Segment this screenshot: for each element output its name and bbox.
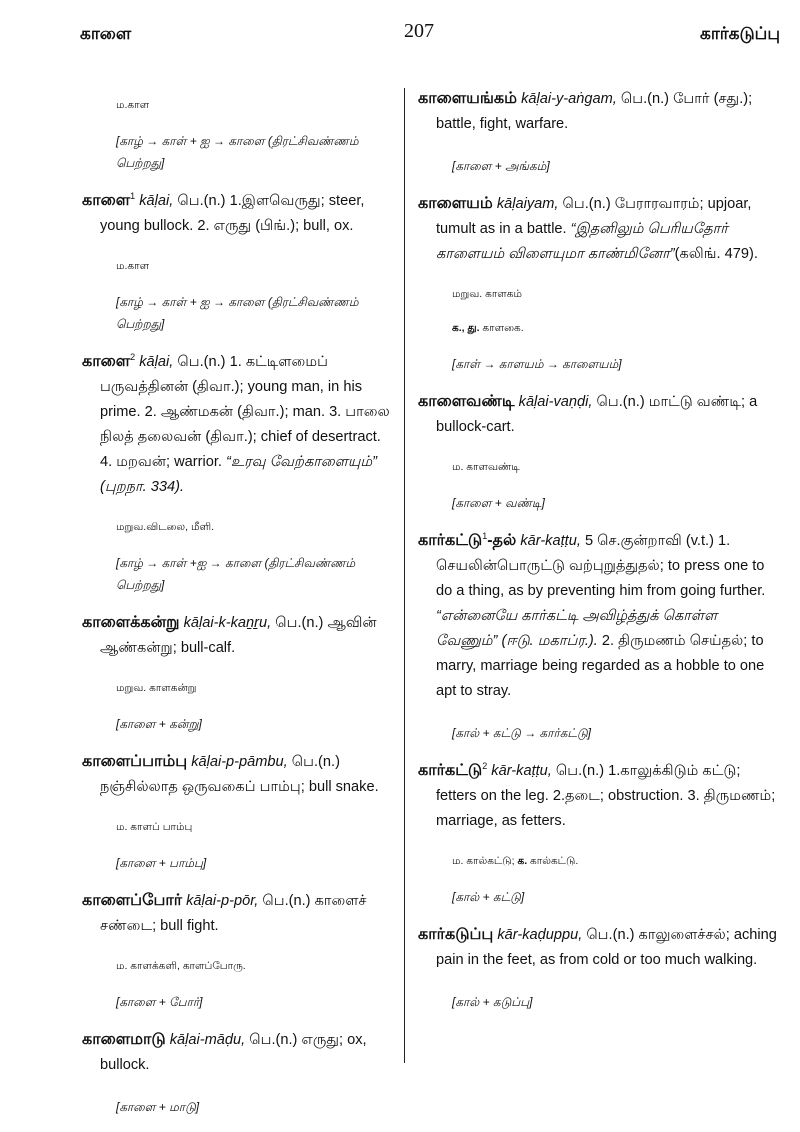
cognate-word: கால்கட்டு. <box>527 855 579 867</box>
entry-text <box>418 528 780 704</box>
definition: பெ.(n.) 1.இளவெருது; steer, young bullock. 2. எருது (பிங்.); bull, ox. <box>100 193 365 234</box>
cognate-note: ம.காள <box>116 260 150 272</box>
definition: பெ.(n.) நஞ்சில்லாத ஒருவகைப் பாம்பு; bull snake. <box>100 754 379 795</box>
transliteration: kāḷai-p-pōr, <box>186 893 259 909</box>
dictionary-entry <box>418 191 780 267</box>
cognate-note: ம. காளவண்டி <box>452 461 520 473</box>
headword: காளைவண்டி <box>418 393 515 410</box>
citation-source: (கலிங். 479). <box>674 246 758 262</box>
cognate-note: ம.காள <box>116 99 150 111</box>
dictionary-entry <box>82 349 394 500</box>
cognate-note <box>452 852 780 870</box>
headword: கார்கடுப்பு <box>418 926 494 943</box>
transliteration: kār-kaṭṭu, <box>491 763 552 779</box>
homonym-number: 1 <box>482 531 488 542</box>
dictionary-entry <box>82 749 394 800</box>
headword: காளையங்கம் <box>418 90 518 107</box>
etymology: [காளை + கன்று] <box>116 717 202 731</box>
etymology: [காளை + போர்] <box>116 995 203 1009</box>
cognate-note: ம. காளக்களி, காளப்போரு. <box>116 960 246 972</box>
left-column <box>82 86 394 1132</box>
cognate-word: ம. கால்கட்டு; <box>452 855 518 867</box>
entry-text <box>82 610 394 661</box>
transliteration: kāḷai-vaṇḍi, <box>518 394 593 410</box>
language-tag: க. <box>517 855 528 867</box>
definition: பெ.(n.) பேராரவாரம்; upjoar, tumult as in a battle. <box>436 196 752 237</box>
etymology: [காளை + வண்டி] <box>452 496 545 510</box>
homonym-number: 2 <box>482 761 488 772</box>
etymology: [காளை + பாம்பு] <box>116 856 207 870</box>
etymology: [காழ் → காள் + ஐ → காளை (திரட்சிவண்ணம் பெற்றது] <box>116 134 359 170</box>
running-head-right: கார்கடுப்பு <box>700 24 780 43</box>
definition: பெ.(n.) போர் (சது.); battle, fight, warfare. <box>436 91 753 132</box>
transliteration: kāḷai-māḍu, <box>169 1032 246 1048</box>
dictionary-entry <box>418 922 780 973</box>
etymology: [கால் + கட்டு → கார்கட்டு] <box>452 726 592 740</box>
etymology: [காழ் → காள் + ஐ → காளை (திரட்சிவண்ணம் பெற்றது] <box>116 295 359 331</box>
dictionary-entry <box>418 86 780 137</box>
transliteration: kāḷai, <box>139 193 174 209</box>
etymology: [கால் + கட்டு] <box>452 890 525 904</box>
etymology: [காழ் → காள் +ஐ → காளை (திரட்சிவண்ணம் பெற்றது] <box>116 556 356 592</box>
transliteration: kāḷai, <box>139 354 174 370</box>
transliteration: kāḷai-y-aṅgam, <box>521 91 617 107</box>
definition: பெ.(n.) எருது; ox, bullock. <box>100 1032 367 1073</box>
entry-text <box>418 389 780 440</box>
etymology: [காள் → காளயம் → காளையம்] <box>452 357 622 371</box>
etymology: [கால் + கடுப்பு] <box>452 995 533 1009</box>
etymology: [காளை + மாடு] <box>116 1100 200 1114</box>
page-header <box>58 18 780 58</box>
right-column <box>418 86 780 1027</box>
definition: பெ.(n.) காலுளைச்சல்; aching pain in the feet, as from cold or too much walking. <box>436 927 777 968</box>
dictionary-entry <box>418 758 780 834</box>
entry-text <box>82 188 394 239</box>
definition: பெ.(n.) மாட்டு வண்டி; a bullock-cart. <box>436 394 758 435</box>
language-tag: க., து. <box>452 322 480 334</box>
headword: காளைக்கன்று <box>82 614 180 631</box>
transliteration: kār-kaṭṭu, <box>520 533 581 549</box>
headword: காளைமாடு <box>82 1031 166 1048</box>
dictionary-entry <box>82 888 394 939</box>
definition: பெ.(n.) காளைச் சண்டை; bull fight. <box>100 893 367 934</box>
entry-text <box>418 922 780 973</box>
definition: பெ.(n.) ஆவின் ஆண்கன்று; bull-calf. <box>100 615 377 656</box>
cognate-note <box>452 319 780 337</box>
dictionary-entry <box>418 389 780 440</box>
citation: “இதனிலும் பெரியதோர் காளையம் விளையுமா காண்மினோ” <box>436 221 728 262</box>
synonym-note: மறுவ. காளகன்று <box>116 682 197 694</box>
synonym-note: மறுவ. காளகம் <box>452 288 522 300</box>
dictionary-entry <box>418 528 780 704</box>
headword: காளை <box>82 353 131 370</box>
headword: கார்கட்டு <box>418 532 483 549</box>
column-divider <box>404 88 405 1063</box>
homonym-number: 1 <box>130 191 136 202</box>
entry-text <box>82 1027 394 1078</box>
citation: “என்னையே கார்கட்டி அவிழ்த்துக் கொள்ள வேணும்” (ஈடு. மகாப்ர.). <box>436 608 718 649</box>
transliteration: kār-kaḍuppu, <box>497 927 583 943</box>
definition: பெ.(n.) 1.காலுக்கிடும் கட்டு; fetters on the leg. 2.தடை; obstruction. 3. திருமணம்; marriage, as fetters. <box>436 763 776 829</box>
headword: காளைப்பாம்பு <box>82 753 188 770</box>
entry-text <box>418 191 780 267</box>
synonym-note: மறுவ.விடலை, மீளி. <box>116 521 214 533</box>
cognate-note: ம. காளப் பாம்பு <box>116 821 193 833</box>
page-number: 207 <box>404 20 434 42</box>
transliteration: kāḷaiyam, <box>496 196 559 212</box>
entry-text <box>82 349 394 500</box>
transliteration: kāḷai-k-kaṉṟu, <box>183 615 272 631</box>
dictionary-entry <box>82 610 394 661</box>
running-head-left: காளை <box>80 24 132 43</box>
headword-suffix: -தல் <box>487 532 517 549</box>
dictionary-entry <box>82 1027 394 1078</box>
definition-2: 2. திருமணம் செய்தல்; to marry, marriage being regarded as a hobble to one apt to stray. <box>436 633 765 699</box>
citation: “உரவு வேற்காளையும்” (புறநா. 334). <box>100 454 378 495</box>
entry-text <box>418 758 780 834</box>
headword: காளையம் <box>418 195 493 212</box>
entry-text <box>82 888 394 939</box>
headword: காளை <box>82 192 131 209</box>
homonym-number: 2 <box>130 352 136 363</box>
cognate-word: காளகை. <box>479 322 524 334</box>
definition: 5 செ.குன்றாவி (v.t.) 1. செயலின்பொருட்டு வற்புறுத்துதல்; to press one to do a thing, as by preventing him from going further. <box>436 533 766 599</box>
headword: காளைப்போர் <box>82 892 183 909</box>
entry-text <box>418 86 780 137</box>
definition: பெ.(n.) 1. கட்டிளமைப் பருவத்தினன் (திவா.); young man, in his prime. 2. ஆண்மகன் (திவா.); man. 3. பாலை நிலத் தலைவன் (திவா.); chief of desertract. 4. மறவன்; warrior. <box>100 354 390 470</box>
dictionary-entry <box>82 188 394 239</box>
etymology: [காளை + அங்கம்] <box>452 159 550 173</box>
entry-text <box>82 749 394 800</box>
transliteration: kāḷai-p-pāmbu, <box>191 754 288 770</box>
headword: கார்கட்டு <box>418 762 483 779</box>
